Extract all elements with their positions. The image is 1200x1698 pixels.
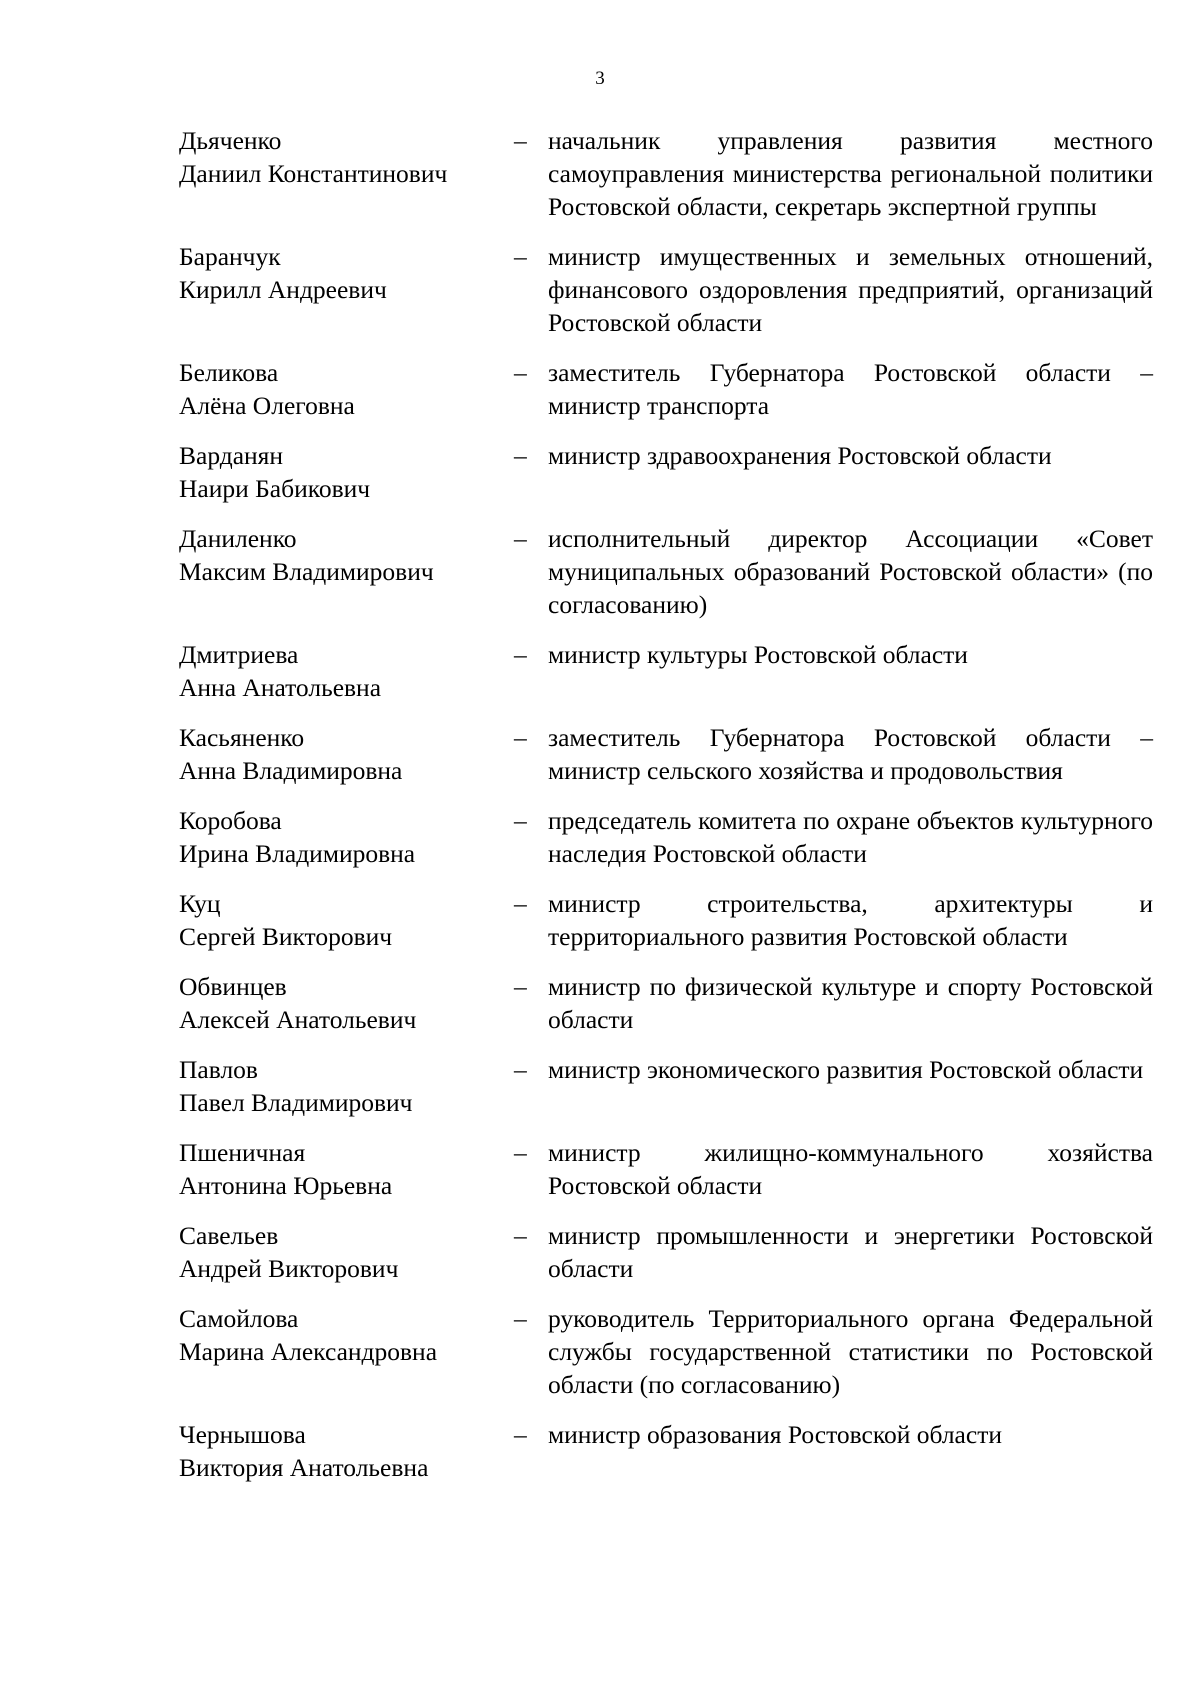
member-entry [179, 522, 1154, 621]
member-given-names: Наири Бабикович [179, 474, 371, 503]
member-role: министр культуры Ростовской области [548, 640, 968, 669]
member-given-names: Даниил Константинович [179, 159, 448, 188]
member-surname: Варданян [179, 441, 284, 470]
member-given-names: Кирилл Андреевич [179, 275, 387, 304]
member-role: министр по физической культуре и спорту Ростовской области [548, 972, 1153, 1034]
member-role: заместитель Губернатора Ростовской области – министр сельского хозяйства и продовольствия [548, 723, 1153, 785]
member-name [179, 124, 514, 190]
dash-separator: – [514, 358, 527, 387]
member-entry [179, 804, 1154, 870]
member-role: министр имущественных и земельных отношений, финансового оздоровления предприятий, организаций Ростовской области [548, 242, 1153, 337]
dash-separator: – [514, 441, 527, 470]
member-name [179, 1219, 514, 1285]
member-surname: Куц [179, 889, 221, 918]
member-surname: Чернышова [179, 1420, 306, 1449]
member-role: министр образования Ростовской области [548, 1420, 1002, 1449]
member-surname: Дьяченко [179, 126, 282, 155]
member-role: заместитель Губернатора Ростовской области – министр транспорта [548, 358, 1153, 420]
member-surname: Баранчук [179, 242, 281, 271]
dash-separator: – [514, 889, 527, 918]
member-name [179, 1053, 514, 1119]
dash-separator: – [514, 1055, 527, 1084]
member-entry [179, 638, 1154, 704]
member-given-names: Марина Александровна [179, 1337, 438, 1366]
member-name [179, 1136, 514, 1202]
member-given-names: Ирина Владимировна [179, 839, 416, 868]
member-given-names: Анна Владимировна [179, 756, 403, 785]
member-given-names: Антонина Юрьевна [179, 1171, 393, 1200]
member-name [179, 1418, 514, 1484]
member-surname: Обвинцев [179, 972, 287, 1001]
member-role: руководитель Территориального органа Федеральной службы государственной статистики по Ростовской области (по согласованию) [548, 1304, 1153, 1399]
member-role: министр промышленности и энергетики Ростовской области [548, 1221, 1153, 1283]
member-surname: Коробова [179, 806, 282, 835]
dash-separator: – [514, 126, 527, 155]
member-given-names: Максим Владимирович [179, 557, 434, 586]
member-given-names: Алексей Анатольевич [179, 1005, 417, 1034]
member-role: министр здравоохранения Ростовской области [548, 441, 1052, 470]
members-list [179, 124, 1154, 1484]
member-entry [179, 1418, 1154, 1484]
dash-separator: – [514, 1138, 527, 1167]
member-role: председатель комитета по охране объектов культурного наследия Ростовской области [548, 806, 1153, 868]
member-role: министр экономического развития Ростовской области [548, 1055, 1144, 1084]
member-name [179, 439, 514, 505]
dash-separator: – [514, 1221, 527, 1250]
member-role: министр жилищно-коммунального хозяйства Ростовской области [548, 1138, 1153, 1200]
member-surname: Даниленко [179, 524, 297, 553]
member-name [179, 638, 514, 704]
member-entry [179, 721, 1154, 787]
dash-separator: – [514, 524, 527, 553]
member-surname: Пшеничная [179, 1138, 306, 1167]
member-name [179, 721, 514, 787]
member-role: министр строительства, архитектуры и территориального развития Ростовской области [548, 889, 1153, 951]
member-role: исполнительный директор Ассоциации «Совет муниципальных образований Ростовской области» (по согласованию) [548, 524, 1153, 619]
member-entry [179, 1053, 1154, 1119]
dash-separator: – [514, 723, 527, 752]
member-entry [179, 1302, 1154, 1401]
member-given-names: Павел Владимирович [179, 1088, 413, 1117]
member-entry [179, 356, 1154, 422]
member-surname: Дмитриева [179, 640, 299, 669]
dash-separator: – [514, 1304, 527, 1333]
member-given-names: Андрей Викторович [179, 1254, 399, 1283]
dash-separator: – [514, 972, 527, 1001]
member-surname: Беликова [179, 358, 279, 387]
member-surname: Касьяненко [179, 723, 305, 752]
member-entry [179, 1136, 1154, 1202]
member-surname: Павлов [179, 1055, 258, 1084]
member-given-names: Виктория Анатольевна [179, 1453, 429, 1482]
member-name [179, 804, 514, 870]
member-given-names: Анна Анатольевна [179, 673, 382, 702]
member-entry [179, 124, 1154, 223]
member-entry [179, 1219, 1154, 1285]
member-entry [179, 439, 1154, 505]
member-given-names: Алёна Олеговна [179, 391, 355, 420]
dash-separator: – [514, 806, 527, 835]
dash-separator: – [514, 242, 527, 271]
member-role: начальник управления развития местного самоуправления министерства региональной политики Ростовской области, секретарь экспертной группы [548, 126, 1153, 221]
member-entry [179, 887, 1154, 953]
member-name [179, 1302, 514, 1368]
member-entry [179, 970, 1154, 1036]
member-entry [179, 240, 1154, 339]
page-number: 3 [595, 68, 605, 89]
member-surname: Самойлова [179, 1304, 299, 1333]
member-name [179, 356, 514, 422]
dash-separator: – [514, 640, 527, 669]
member-name [179, 522, 514, 588]
member-name [179, 887, 514, 953]
member-given-names: Сергей Викторович [179, 922, 393, 951]
dash-separator: – [514, 1420, 527, 1449]
member-name [179, 240, 514, 306]
member-surname: Савельев [179, 1221, 279, 1250]
member-name [179, 970, 514, 1036]
